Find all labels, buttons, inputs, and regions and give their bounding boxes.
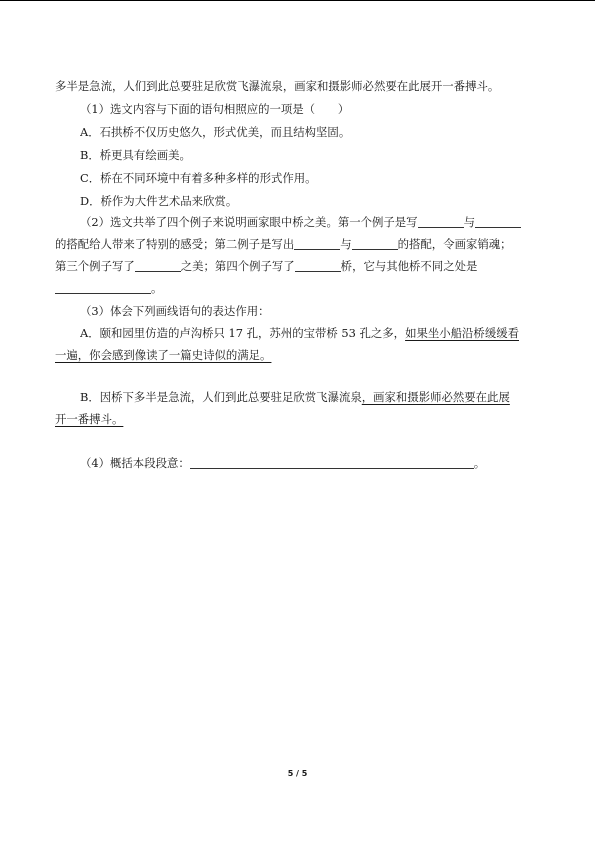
answer-blank[interactable] — [295, 259, 341, 272]
answer-blank[interactable] — [294, 237, 340, 250]
answer-blank[interactable] — [352, 237, 398, 250]
answer-blank[interactable] — [135, 259, 181, 272]
q4-end: 。 — [473, 456, 486, 470]
q2-text: 与 — [340, 237, 352, 251]
q2-text: 桥，它与其他桥不同之处是 — [340, 259, 478, 273]
q2-text: 第三个例子写了 — [55, 259, 135, 273]
q3-a-line-1 — [80, 325, 543, 341]
q2-line-4 — [55, 280, 543, 296]
q2-text: 之美；第四个例子写了 — [180, 259, 295, 273]
q3-b-underlined: ，画家和摄影师必然要在此展 — [361, 390, 510, 404]
q3-b-line-1 — [80, 389, 543, 405]
q2-text: 与 — [463, 215, 475, 229]
q1-option-c: C．桥在不同环境中有着多种多样的形式作用。 — [80, 171, 317, 185]
q3-b-line-2 — [55, 411, 543, 427]
answer-blank[interactable] — [55, 281, 151, 294]
q3-b-underlined: 开一番搏斗。 — [55, 412, 124, 426]
answer-blank[interactable] — [190, 456, 474, 469]
q2-line-2 — [55, 236, 543, 252]
q3-a-line-2 — [55, 347, 543, 363]
q3-a-underlined: 如果坐小船沿桥缓缓看 — [405, 326, 519, 340]
answer-blank[interactable] — [418, 215, 464, 228]
q2-text: 的搭配给人带来了特别的感受；第二例子是写出 — [55, 237, 295, 251]
page-number: 5 / 5 — [287, 769, 308, 778]
q1-option-d: D．桥作为大件艺术品来欣赏。 — [80, 194, 238, 208]
q3-b-text: B．因桥下多半是急流，人们到此总要驻足欣赏飞瀑流泉 — [80, 390, 362, 404]
q4-stem: （4）概括本段段意： — [80, 456, 190, 470]
q2-text: 的搭配，令画家销魂； — [397, 237, 512, 251]
answer-blank[interactable] — [475, 215, 521, 228]
q2-line-3 — [55, 258, 543, 274]
q2-text: 。 — [151, 281, 163, 295]
q1-stem: （1）选文内容与下面的语句相照应的一项是（ ） — [80, 102, 350, 116]
q1-option-b: B．桥更具有绘画美。 — [80, 148, 191, 162]
top-rule — [0, 0, 595, 1]
q1-option-a: A．石拱桥不仅历史悠久，形式优美，而且结构坚固。 — [80, 125, 351, 139]
q2-text: （2）选文共举了四个例子来说明画家眼中桥之美。第一个例子是写 — [80, 215, 418, 229]
q3-a-text: A．颐和园里仿造的卢沟桥只 17 孔，苏州的宝带桥 53 孔之多， — [80, 326, 406, 340]
paragraph-tail: 多半是急流，人们到此总要驻足欣赏飞瀑流泉，画家和摄影师必然要在此展开一番搏斗。 — [55, 79, 500, 93]
q3-stem: （3）体会下列画线语句的表达作用： — [80, 304, 270, 318]
q3-a-underlined: 一遍，你会感到像读了一篇史诗似的满足。 — [55, 348, 272, 362]
q4-line — [80, 455, 543, 471]
q2-line-1 — [80, 214, 543, 230]
